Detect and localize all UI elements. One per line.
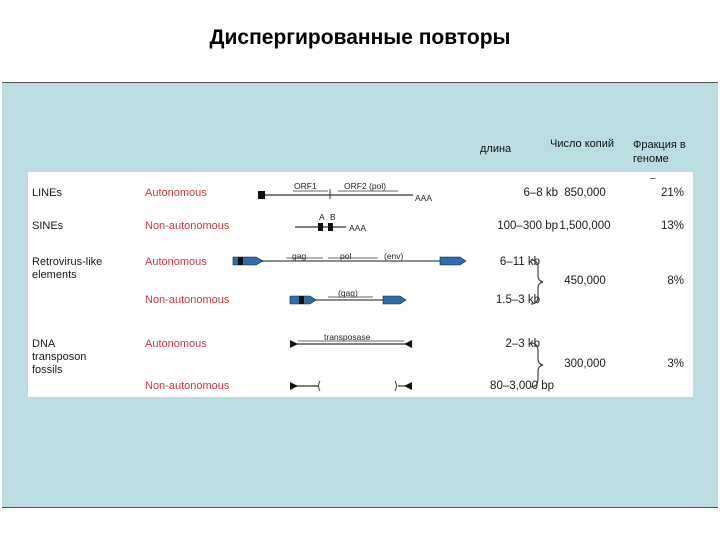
label-orf2: ORF2 (pol): [344, 181, 387, 191]
repeats-table: [28, 172, 693, 397]
label-env: (env): [384, 251, 404, 261]
label-b: B: [330, 212, 336, 222]
row-name-dna-3: fossils: [32, 364, 63, 376]
row-length-retro-auto: 6–11 kb: [499, 256, 540, 268]
row-length-dna-nonauto: 80–3,000 bp: [490, 380, 554, 392]
row-length-sines: 100–300 bp: [497, 220, 558, 232]
row-copies-sines: 1,500,000: [559, 220, 611, 232]
row-type-dna-auto: Autonomous: [145, 338, 207, 350]
retro-nonautonomous-diagram: [290, 296, 406, 304]
row-name-retro-2: elements: [32, 269, 77, 281]
label-transposase: transposase: [324, 332, 371, 342]
header-copies: Число копий: [550, 138, 614, 150]
label-pol: pol: [340, 251, 352, 261]
row-name-dna-1: DNA: [32, 338, 56, 350]
label-orf1: ORF1: [294, 181, 317, 191]
row-type-lines: Autonomous: [145, 187, 207, 199]
row-fraction-sines: 13%: [660, 220, 684, 232]
brace-retro: [531, 260, 543, 304]
dna-nonautonomous-diagram: [290, 381, 412, 391]
group-copies-dna: 300,000: [564, 358, 606, 370]
row-length-retro-nonauto: 1.5–3 kb: [495, 294, 540, 306]
row-name-sines: SINEs: [32, 220, 64, 232]
row-copies-lines: 850,000: [564, 187, 606, 199]
dash-mark: –: [650, 173, 656, 184]
row-name-lines: LINEs: [32, 187, 62, 199]
row-type-retro-nonauto: Non-autonomous: [145, 294, 230, 306]
row-type-sines: Non-autonomous: [145, 220, 230, 232]
group-fraction-dna: 3%: [667, 358, 684, 370]
line-element-diagram: [258, 189, 413, 199]
header-fraction-1: Фракция в: [633, 139, 686, 151]
row-length-lines: 6–8 kb: [523, 187, 558, 199]
label-a: A: [319, 212, 325, 222]
row-fraction-lines: 21%: [660, 187, 684, 199]
label-aaa-sine: AAA: [349, 223, 367, 233]
row-length-dna-auto: 2–3 kb: [505, 338, 540, 350]
row-type-retro-auto: Autonomous: [145, 256, 207, 268]
slide-title: Диспергированные повторы: [209, 26, 511, 49]
row-name-dna-2: transposon: [32, 351, 87, 363]
retro-autonomous-diagram: [233, 257, 466, 265]
brace-dna: [531, 343, 543, 387]
label-aaa-line: AAA: [415, 193, 433, 203]
header-fraction-2: геноме: [633, 153, 669, 165]
label-gag-paren: (gag): [338, 288, 358, 298]
row-type-dna-nonauto: Non-autonomous: [145, 380, 230, 392]
sine-element-diagram: [295, 223, 346, 231]
element-diagrams: [28, 172, 693, 397]
row-name-retro-1: Retrovirus-like: [32, 256, 103, 268]
label-gag: gag: [292, 251, 307, 261]
group-copies-retro: 450,000: [564, 275, 606, 287]
group-fraction-retro: 8%: [667, 275, 684, 287]
header-length: длина: [480, 143, 512, 155]
dna-autonomous-diagram: [290, 340, 412, 348]
